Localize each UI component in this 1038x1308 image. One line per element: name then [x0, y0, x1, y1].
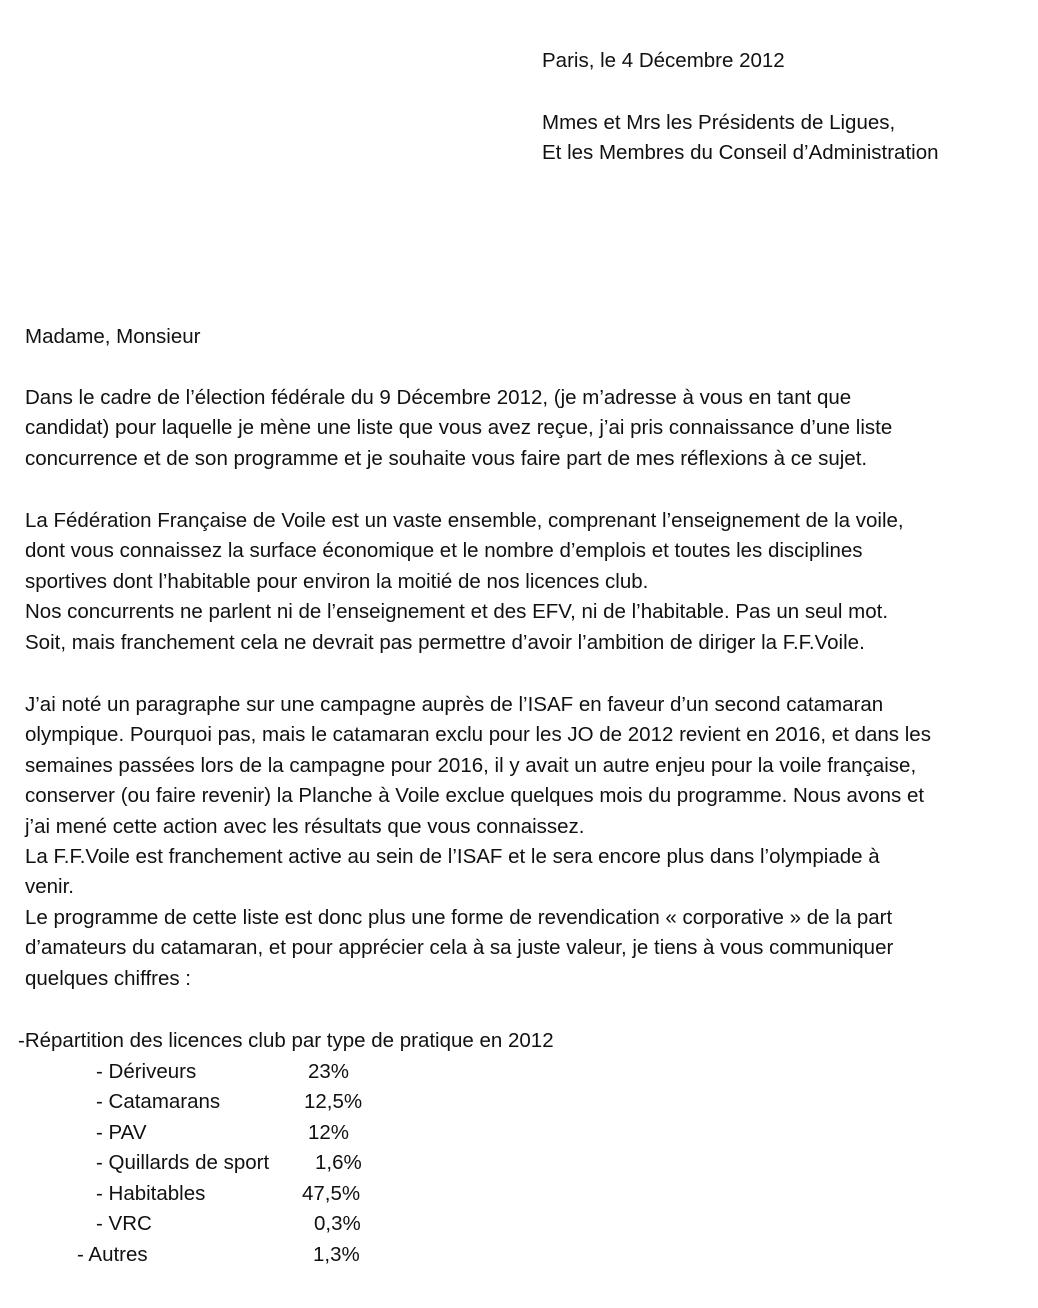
item-value: 12%: [308, 1121, 350, 1144]
text-line: sportives dont l’habitable pour environ la moitié de nos licences club.: [25, 569, 649, 593]
item-value: 0,3%: [314, 1212, 361, 1235]
paragraph-3: [25, 690, 1030, 994]
text-line: Nos concurrents ne parlent ni de l’enseignement et des EFV, ni de l’habitable. Pas un seul mot.: [25, 600, 889, 624]
item-label: - VRC: [96, 1212, 152, 1235]
distribution-heading: -Répartition des licences club par type de pratique en 2012: [18, 1029, 554, 1052]
text-line: j’ai mené cette action avec les résultats que vous connaissez.: [25, 814, 585, 838]
item-label: - Habitables: [96, 1182, 206, 1205]
item-label: - PAV: [96, 1121, 147, 1144]
text-line: Dans le cadre de l’élection fédérale du 9 Décembre 2012, (je m’adresse à vous en tant que: [25, 386, 852, 409]
text-line: olympique. Pourquoi pas, mais le catamaran exclu pour les JO de 2012 revient en 2016, et dans les: [25, 723, 931, 747]
recipient-line-2: Et les Membres du Conseil d’Administration: [542, 141, 939, 164]
text-line: candidat) pour laquelle je mène une liste que vous avez reçue, j’ai pris connaissance d’une liste: [25, 416, 893, 440]
item-value: 12,5%: [304, 1090, 363, 1113]
item-value: 23%: [308, 1060, 350, 1083]
text-line: venir.: [25, 875, 74, 899]
paragraph-1: [25, 383, 1030, 474]
text-line: J’ai noté un paragraphe sur une campagne auprès de l’ISAF en faveur d’un second catamaran: [25, 693, 884, 716]
text-line: La F.F.Voile est franchement active au sein de l’ISAF et le sera encore plus dans l’olympiade à: [25, 845, 880, 869]
text-line: conserver (ou faire revenir) la Planche à Voile exclue quelques mois du programme. Nous avons et: [25, 784, 925, 808]
text-line: quelques chiffres :: [25, 966, 192, 990]
item-label: - Dériveurs: [96, 1060, 197, 1083]
text-line: d’amateurs du catamaran, et pour apprécier cela à sa juste valeur, je tiens à vous communiquer: [25, 936, 894, 960]
item-label: - Catamarans: [96, 1090, 221, 1113]
text-line: Soit, mais franchement cela ne devrait pas permettre d’avoir l’ambition de diriger la F.F.Voile.: [25, 630, 865, 654]
recipient-line-1: Mmes et Mrs les Présidents de Ligues,: [542, 111, 896, 134]
text-line: La Fédération Française de Voile est un vaste ensemble, comprenant l’enseignement de la voile,: [25, 509, 904, 532]
item-label: - Autres: [77, 1243, 148, 1266]
item-value: 47,5%: [302, 1182, 361, 1205]
text-line: concurrence et de son programme et je souhaite vous faire part de mes réflexions à ce sujet.: [25, 446, 868, 470]
text-line: semaines passées lors de la campagne pour 2016, il y avait un autre enjeu pour la voile française,: [25, 753, 917, 777]
item-value: 1,6%: [315, 1151, 362, 1174]
text-line: Le programme de cette liste est donc plus une forme de revendication « corporative » de la part: [25, 905, 893, 929]
paragraph-2: [25, 506, 1030, 658]
item-label: - Quillards de sport: [96, 1151, 270, 1174]
salutation: Madame, Monsieur: [25, 325, 201, 348]
date-line: Paris, le 4 Décembre 2012: [542, 49, 785, 72]
text-line: dont vous connaissez la surface économique et le nombre d’emplois et toutes les disciplines: [25, 539, 863, 563]
item-value: 1,3%: [313, 1243, 360, 1266]
